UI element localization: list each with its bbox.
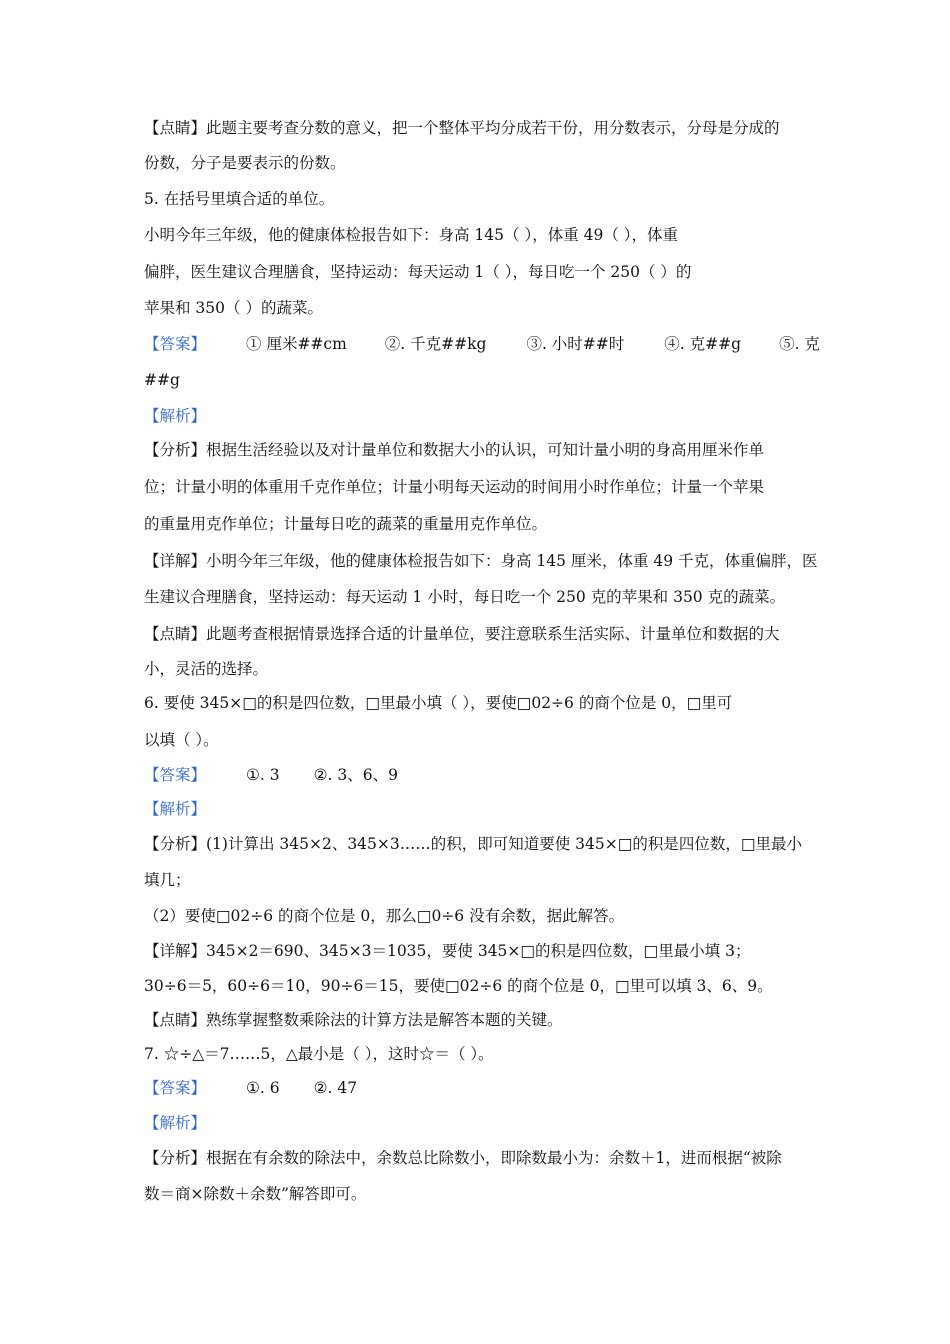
text-line: 偏胖，医生建议合理膳食，坚持运动：每天运动 1（ ），每日吃一个 250（ ）的	[144, 263, 692, 281]
text-line: 【分析】根据生活经验以及对计量单位和数据大小的认识，可知计量小明的身高用厘米作单	[144, 441, 765, 459]
answer-label: 【答案】	[144, 1079, 207, 1097]
text-line: 30÷6＝5，60÷6＝10，90÷6＝15，要使□02÷6 的商个位是 0，□里可以填 3、6、9。	[144, 977, 773, 995]
text-line: 苹果和 350（ ）的蔬菜。	[144, 299, 323, 317]
answer-row-q5	[144, 334, 820, 354]
text-line: 【点睛】熟练掌握整数乘除法的计算方法是解答本题的关键。	[144, 1011, 563, 1029]
text-line: 【分析】根据在有余数的除法中，余数总比除数小，即除数最小为：余数＋1，进而根据“被除	[144, 1149, 782, 1167]
analysis-label: 【解析】	[144, 1114, 207, 1132]
text-line: 以填（ ）。	[144, 731, 219, 749]
question-7-title: 7. ☆÷△＝7……5，△最小是（ ），这时☆＝（ ）。	[144, 1045, 494, 1063]
text-line: 【点睛】此题考查根据情景选择合适的计量单位，要注意联系生活实际、计量单位和数据的大	[144, 625, 780, 643]
text-line: 生建议合理膳食，坚持运动：每天运动 1 小时，每日吃一个 250 克的苹果和 350 克的蔬菜。	[144, 588, 786, 606]
answer-item: ①. 3	[246, 766, 280, 784]
answer-row-q7	[144, 1078, 357, 1098]
question-6-title: 6. 要使 345×□的积是四位数，□里最小填（ ），要使□02÷6 的商个位是 0，□里可	[144, 694, 733, 712]
text-line: 【详解】345×2＝690、345×3＝1035，要使 345×□的积是四位数，□里最小填 3；	[144, 942, 751, 960]
answer-item: ②. 千克##kg	[384, 335, 487, 353]
text-line: 【详解】小明今年三年级，他的健康体检报告如下：身高 145 厘米，体重 49 千克，体重偏胖，医	[144, 552, 818, 570]
answer-item: ⑤. 克	[779, 335, 820, 353]
answer-item: ②. 47	[313, 1079, 358, 1097]
text-line: 【分析】(1)计算出 345×2、345×3……的积，即可知道要使 345×□的积是四位数，□里最小	[144, 835, 803, 853]
answer-item: ①. 6	[246, 1079, 280, 1097]
answer-item: ① 厘米##cm	[246, 335, 347, 353]
analysis-label: 【解析】	[144, 407, 207, 425]
text-line: 数＝商×除数＋余数”解答即可。	[144, 1185, 367, 1203]
question-5-title: 5. 在括号里填合适的单位。	[144, 190, 335, 208]
text-line: ##g	[144, 371, 180, 389]
answer-row-q6	[144, 765, 398, 785]
answer-item: ②. 3、6、9	[313, 766, 398, 784]
text-line: 小，灵活的选择。	[144, 660, 269, 678]
answer-item: ③. 小时##时	[526, 335, 625, 353]
answer-label: 【答案】	[144, 766, 207, 784]
text-line: 小明今年三年级，他的健康体检报告如下：身高 145（ ），体重 49（ ），体重	[144, 226, 679, 244]
answer-label: 【答案】	[144, 335, 207, 353]
text-line: 填几；	[144, 871, 191, 889]
text-line: （2）要使□02÷6 的商个位是 0，那么□0÷6 没有余数，据此解答。	[144, 907, 625, 925]
text-line: 份数，分子是要表示的份数。	[144, 154, 346, 172]
text-line: 的重量用克作单位；计量每日吃的蔬菜的重量用克作单位。	[144, 515, 548, 533]
text-line: 位；计量小明的体重用千克作单位；计量小明每天运动的时间用小时作单位；计量一个苹果	[144, 478, 765, 496]
text-line: 【点睛】此题主要考查分数的意义，把一个整体平均分成若干份，用分数表示，分母是分成的	[144, 119, 780, 137]
analysis-label: 【解析】	[144, 800, 207, 818]
answer-item: ④. 克##g	[664, 335, 742, 353]
